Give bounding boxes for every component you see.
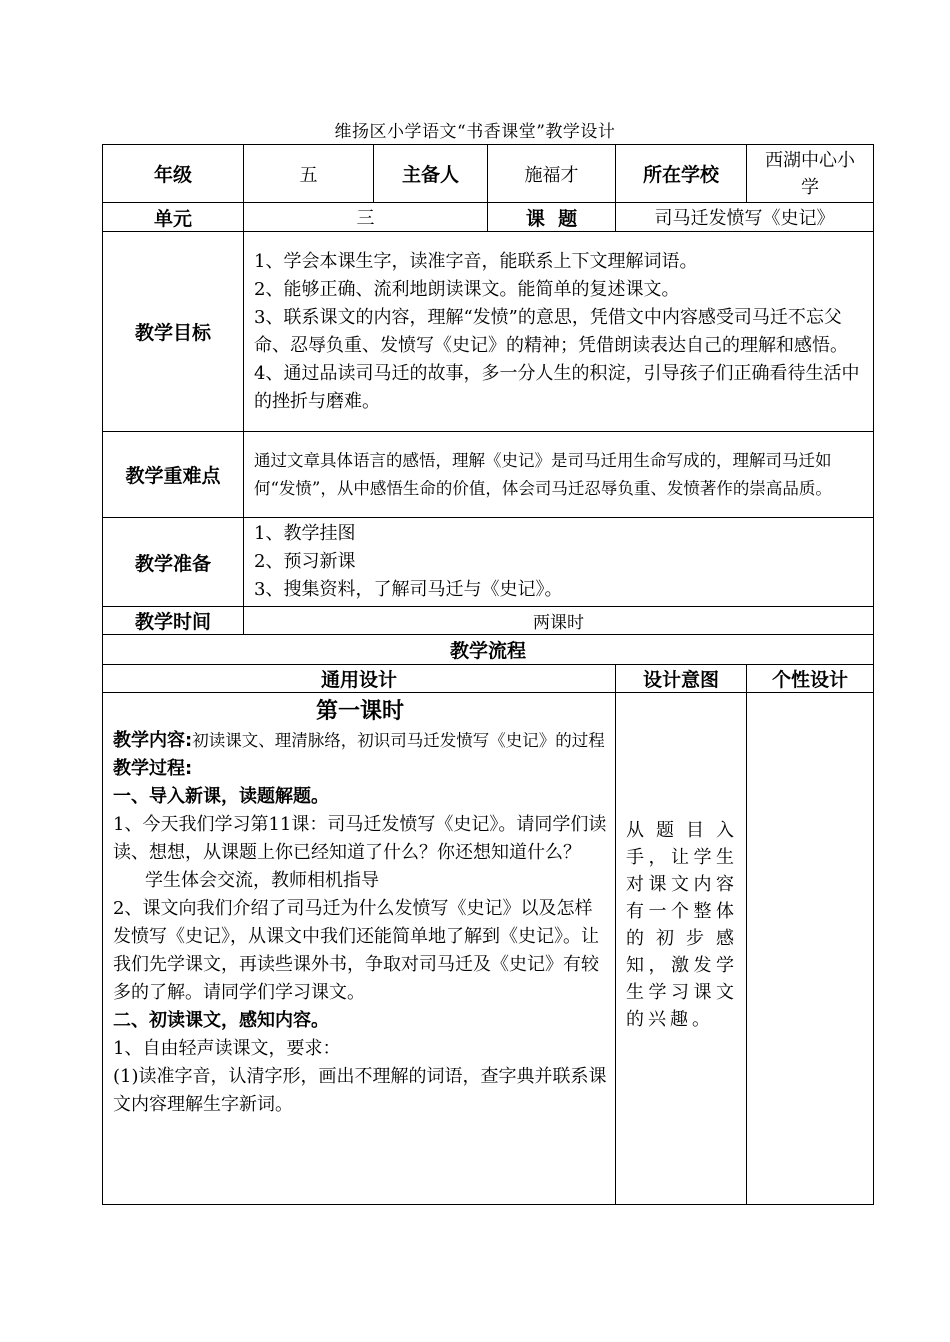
- personal-design-cell: [747, 693, 874, 1205]
- preparation-item: 2、预习新课: [254, 551, 356, 572]
- goals-label: 教学目标: [103, 232, 244, 432]
- document-title: 维扬区小学语文“书香课堂”教学设计: [334, 122, 616, 142]
- preparation-item: 3、搜集资料，了解司马迁与《史记》。: [254, 579, 563, 600]
- goals-list: [244, 232, 874, 432]
- content-text: 初读课文、理清脉络，初识司马迁发愤写《史记》的过程: [192, 731, 605, 750]
- row-time: [103, 607, 874, 635]
- row-lesson-body: [103, 693, 874, 1205]
- col-personal-design: 个性设计: [747, 665, 874, 693]
- lesson-paragraph: 1、今天我们学习第11课：司马迁发愤写《史记》。请同学们读读、想想，从课题上你已经知道了什么？你还想知道什么？: [113, 814, 607, 863]
- school-value: 西湖中心小学: [747, 145, 874, 203]
- row-unit: [103, 203, 874, 232]
- unit-label: 单元: [103, 203, 244, 232]
- lesson-general-design: [103, 693, 616, 1205]
- design-intent-text: 从题目入手，让学生对课文内容有一个整体的初步感知，激发学生学习课文的兴趣。: [616, 693, 747, 1205]
- key-points-text: 通过文章具体语言的感悟，理解《史记》是司马迁用生命写成的，理解司马迁如何“发愤”，从中感悟生命的价值，体会司马迁忍辱负重、发愤著作的崇高品质。: [244, 432, 874, 518]
- school-label: 所在学校: [616, 145, 747, 203]
- col-general-design: 通用设计: [103, 665, 616, 693]
- row-basic-info: [103, 145, 874, 203]
- lesson-paragraph: 1、自由轻声读课文，要求：: [113, 1038, 341, 1059]
- grade-label: 年级: [103, 145, 244, 203]
- period-title: 第一课时: [315, 699, 404, 724]
- section-heading: 一、导入新课，读题解题。: [113, 786, 329, 807]
- flow-title: 教学流程: [103, 635, 874, 665]
- time-value: 两课时: [244, 607, 874, 635]
- row-goals: [103, 232, 874, 432]
- preparation-list: [244, 518, 874, 607]
- topic-label: 课 题: [488, 203, 616, 232]
- time-label: 教学时间: [103, 607, 244, 635]
- content-paragraph: [113, 727, 607, 755]
- goal-item: 2、能够正确、流利地朗读课文。能简单的复述课文。: [254, 278, 680, 300]
- process-label: 教学过程:: [113, 758, 193, 779]
- lesson-plan-table: [102, 144, 874, 1205]
- key-points-label: 教学重难点: [103, 432, 244, 518]
- goal-item: 1、学会本课生字，读准字音，能联系上下文理解词语。: [254, 250, 698, 272]
- row-preparation: [103, 518, 874, 607]
- grade-value: 五: [244, 145, 374, 203]
- section-heading: 二、初读课文，感知内容。: [113, 1010, 329, 1031]
- preparer-label: 主备人: [374, 145, 488, 203]
- unit-value: 三: [244, 203, 488, 232]
- content-label: 教学内容:: [113, 730, 193, 751]
- preparation-label: 教学准备: [103, 518, 244, 607]
- goal-item: 3、联系课文的内容，理解“发愤”的意思，凭借文中内容感受司马迁不忘父命、忍辱负重、发愤写《史记》的精神；凭借朗读表达自己的理解和感悟。: [254, 306, 848, 356]
- col-design-intent: 设计意图: [616, 665, 747, 693]
- goal-item: 4、通过品读司马迁的故事，多一分人生的积淀，引导孩子们正确看待生活中的挫折与磨难。: [254, 362, 860, 412]
- row-key-points: [103, 432, 874, 518]
- preparer-value: 施福才: [488, 145, 616, 203]
- row-flow-title: [103, 635, 874, 665]
- row-flow-columns: [103, 665, 874, 693]
- preparation-item: 1、教学挂图: [254, 523, 356, 544]
- lesson-paragraph: 学生体会交流，教师相机指导: [145, 870, 379, 891]
- lesson-paragraph: 2、课文向我们介绍了司马迁为什么发愤写《史记》以及怎样发愤写《史记》，从课文中我们还能简单地了解到《史记》。让我们先学课文，再读些课外书，争取对司马迁及《史记》有较多的了解。请同学们学习课文。: [113, 898, 599, 1003]
- lesson-paragraph: (1)读准字音，认清字形，画出不理解的词语，查字典并联系课文内容理解生字新词。: [113, 1066, 607, 1115]
- topic-value: 司马迁发愤写《史记》: [616, 203, 874, 232]
